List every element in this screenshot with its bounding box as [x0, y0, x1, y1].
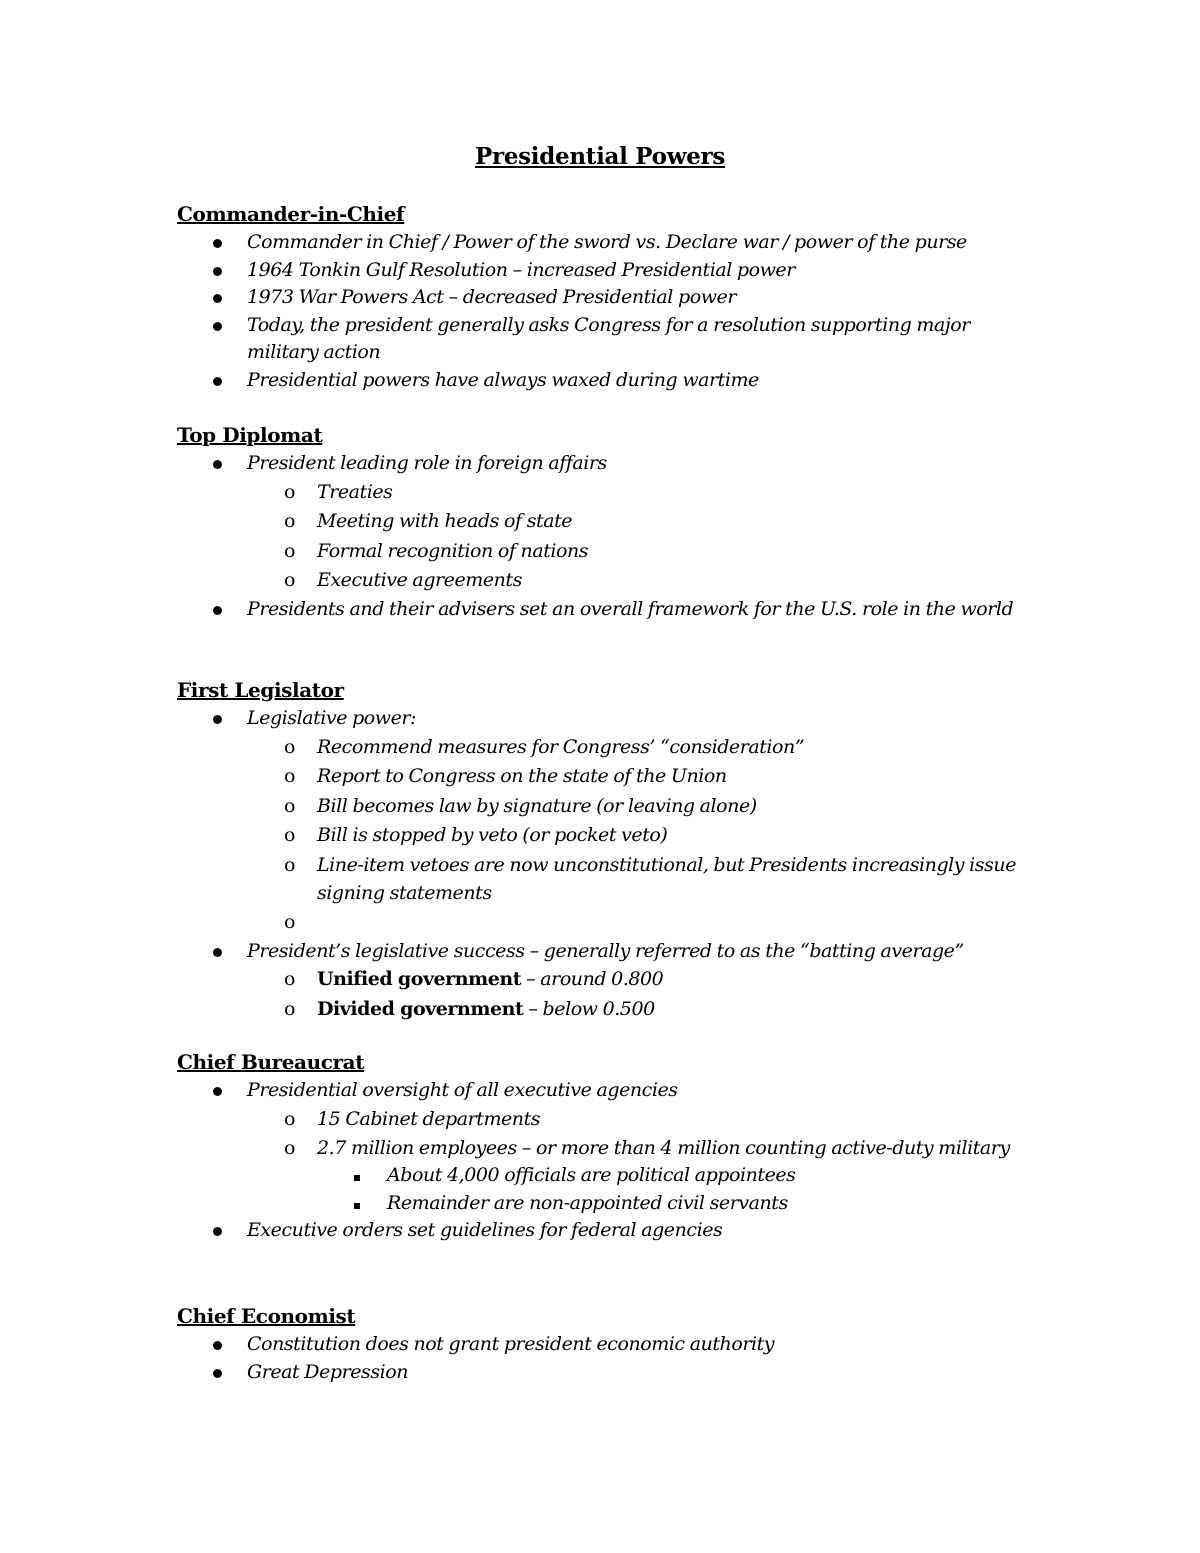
disc-bullet-icon	[213, 312, 227, 340]
section-first-legislator	[177, 676, 1037, 1024]
disc-bullet-icon	[213, 596, 227, 624]
unified-government-label: Unified government	[317, 968, 522, 991]
section-commander-in-chief	[177, 200, 1037, 395]
circle-bullet-icon: o	[284, 853, 295, 876]
disc-bullet-icon	[213, 1331, 227, 1359]
circle-bullet-icon: o	[284, 968, 295, 991]
sub-list-item: o 15 Cabinet departments	[177, 1105, 1037, 1134]
section-heading: Chief Economist	[177, 1304, 356, 1328]
list-item: 1973 War Powers Act – decreased Presidential power	[177, 284, 1037, 312]
divided-government-label: Divided government	[317, 997, 524, 1020]
disc-bullet-icon	[213, 450, 227, 478]
list-item: Today, the president generally asks Congress for a resolution supporting major military action	[177, 312, 1037, 367]
circle-bullet-icon: o	[284, 765, 295, 788]
list-item: Constitution does not grant president economic authority	[177, 1331, 1037, 1359]
sub-list-item	[177, 908, 1037, 938]
disc-bullet-icon	[213, 257, 227, 285]
sub-list-item: o Report to Congress on the state of the Union	[177, 762, 1037, 792]
circle-bullet-icon: o	[284, 510, 295, 533]
circle-bullet-icon: o	[284, 1136, 295, 1159]
list-item: Executive orders set guidelines for federal agencies	[177, 1217, 1037, 1245]
list-item: Presidents and their advisers set an overall framework for the U.S. role in the world	[177, 596, 1037, 624]
list-item: Legislative power:	[177, 705, 1037, 733]
list-item: President leading role in foreign affairs	[177, 450, 1037, 478]
sub-list-item: o Recommend measures for Congress’ “consideration”	[177, 733, 1037, 763]
list-item: 1964 Tonkin Gulf Resolution – increased Presidential power	[177, 257, 1037, 285]
sub-list-item: o Bill is stopped by veto (or pocket veto)	[177, 821, 1037, 851]
sub-list-item: o Executive agreements	[177, 566, 1037, 596]
sub-list-item: o Divided government – below 0.500	[177, 995, 1037, 1025]
list-item: Presidential powers have always waxed during wartime	[177, 367, 1037, 395]
sub-list-item: o 2.7 million employees – or more than 4 million counting active-duty military	[177, 1134, 1037, 1163]
sub-list-item: o Unified government – around 0.800	[177, 965, 1037, 995]
list-item: President’s legislative success – generally referred to as the “batting average”	[177, 938, 1037, 966]
disc-bullet-icon	[213, 367, 227, 395]
disc-bullet-icon	[213, 938, 227, 966]
circle-bullet-icon: o	[284, 794, 295, 817]
sub-list-item: o Bill becomes law by signature (or leaving alone)	[177, 792, 1037, 822]
list-item: Presidential oversight of all executive agencies	[177, 1077, 1037, 1105]
disc-bullet-icon	[213, 1217, 227, 1245]
disc-bullet-icon	[213, 1077, 227, 1105]
sub-sub-list-item: Remainder are non-appointed civil servants	[177, 1190, 1037, 1218]
disc-bullet-icon	[213, 1359, 227, 1387]
circle-bullet-icon: o	[284, 997, 295, 1020]
section-heading: First Legislator	[177, 678, 344, 702]
section-heading: Top Diplomat	[177, 423, 323, 447]
list-item: Commander in Chief / Power of the sword vs. Declare war / power of the purse	[177, 229, 1037, 257]
page-title: Presidential Powers	[475, 143, 725, 170]
square-bullet-icon	[354, 1190, 368, 1218]
circle-bullet-icon: o	[284, 824, 295, 847]
disc-bullet-icon	[213, 229, 227, 257]
circle-bullet-icon: o	[284, 910, 295, 933]
sub-list-item: o Meeting with heads of state	[177, 507, 1037, 537]
sub-list-item: o Line-item vetoes are now unconstitutional, but Presidents increasingly issue signing statements	[177, 851, 1037, 908]
circle-bullet-icon: o	[284, 539, 295, 562]
circle-bullet-icon: o	[284, 735, 295, 758]
section-chief-bureaucrat	[177, 1048, 1037, 1245]
sub-list-item: o Treaties	[177, 478, 1037, 508]
sub-list-item: o Formal recognition of nations	[177, 537, 1037, 567]
disc-bullet-icon	[213, 284, 227, 312]
disc-bullet-icon	[213, 705, 227, 733]
square-bullet-icon	[354, 1162, 368, 1190]
circle-bullet-icon: o	[284, 1107, 295, 1130]
section-chief-economist	[177, 1302, 1037, 1386]
section-heading: Chief Bureaucrat	[177, 1050, 365, 1074]
list-item: Great Depression	[177, 1359, 1037, 1387]
section-top-diplomat	[177, 421, 1037, 624]
sub-sub-list-item: About 4,000 officials are political appointees	[177, 1162, 1037, 1190]
circle-bullet-icon: o	[284, 569, 295, 592]
circle-bullet-icon: o	[284, 480, 295, 503]
section-heading: Commander-in-Chief	[177, 202, 405, 226]
